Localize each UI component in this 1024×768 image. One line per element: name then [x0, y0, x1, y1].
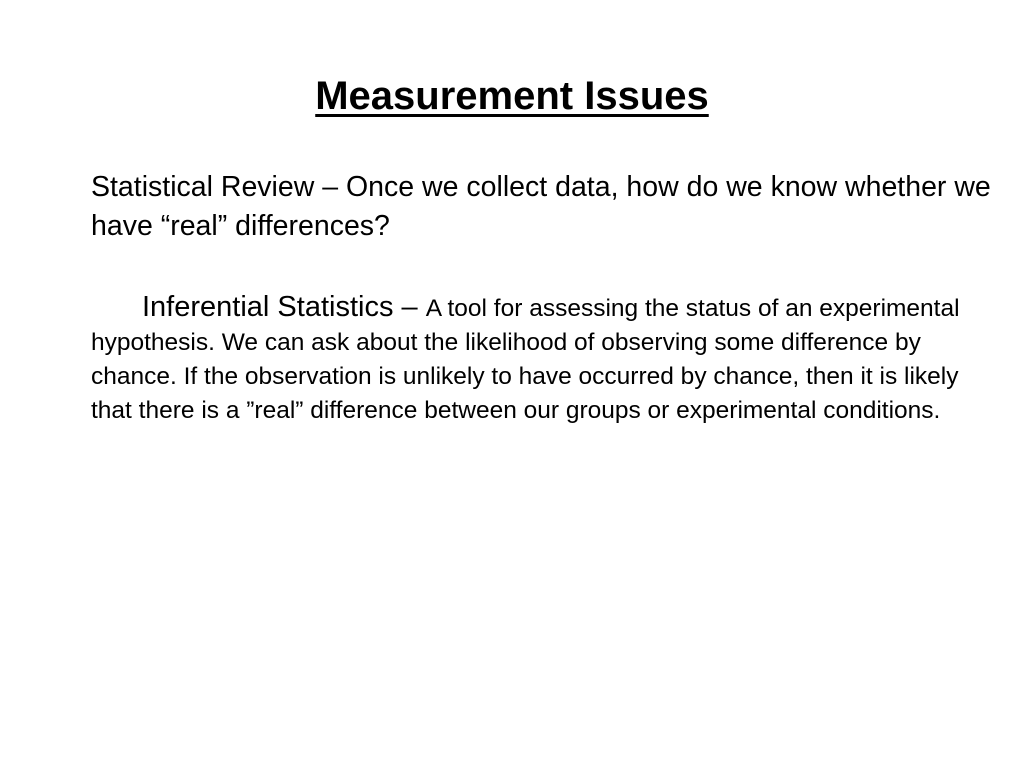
slide-title: Measurement Issues	[315, 74, 709, 118]
statistical-review-paragraph: Statistical Review – Once we collect data, how do we know whether we have “real” differences?	[91, 171, 991, 242]
inferential-statistics-term: Inferential Statistics –	[142, 291, 426, 323]
inferential-statistics-definition: A tool for assessing the status of an experimental hypothesis. We can ask about the likelihood of observing some difference by chance. If the observation is unlikely to have occurred by chance, then it is likely that there is a ”real” difference between our groups or experimental conditions.	[91, 295, 960, 424]
inferential-statistics-paragraph	[91, 290, 1003, 428]
